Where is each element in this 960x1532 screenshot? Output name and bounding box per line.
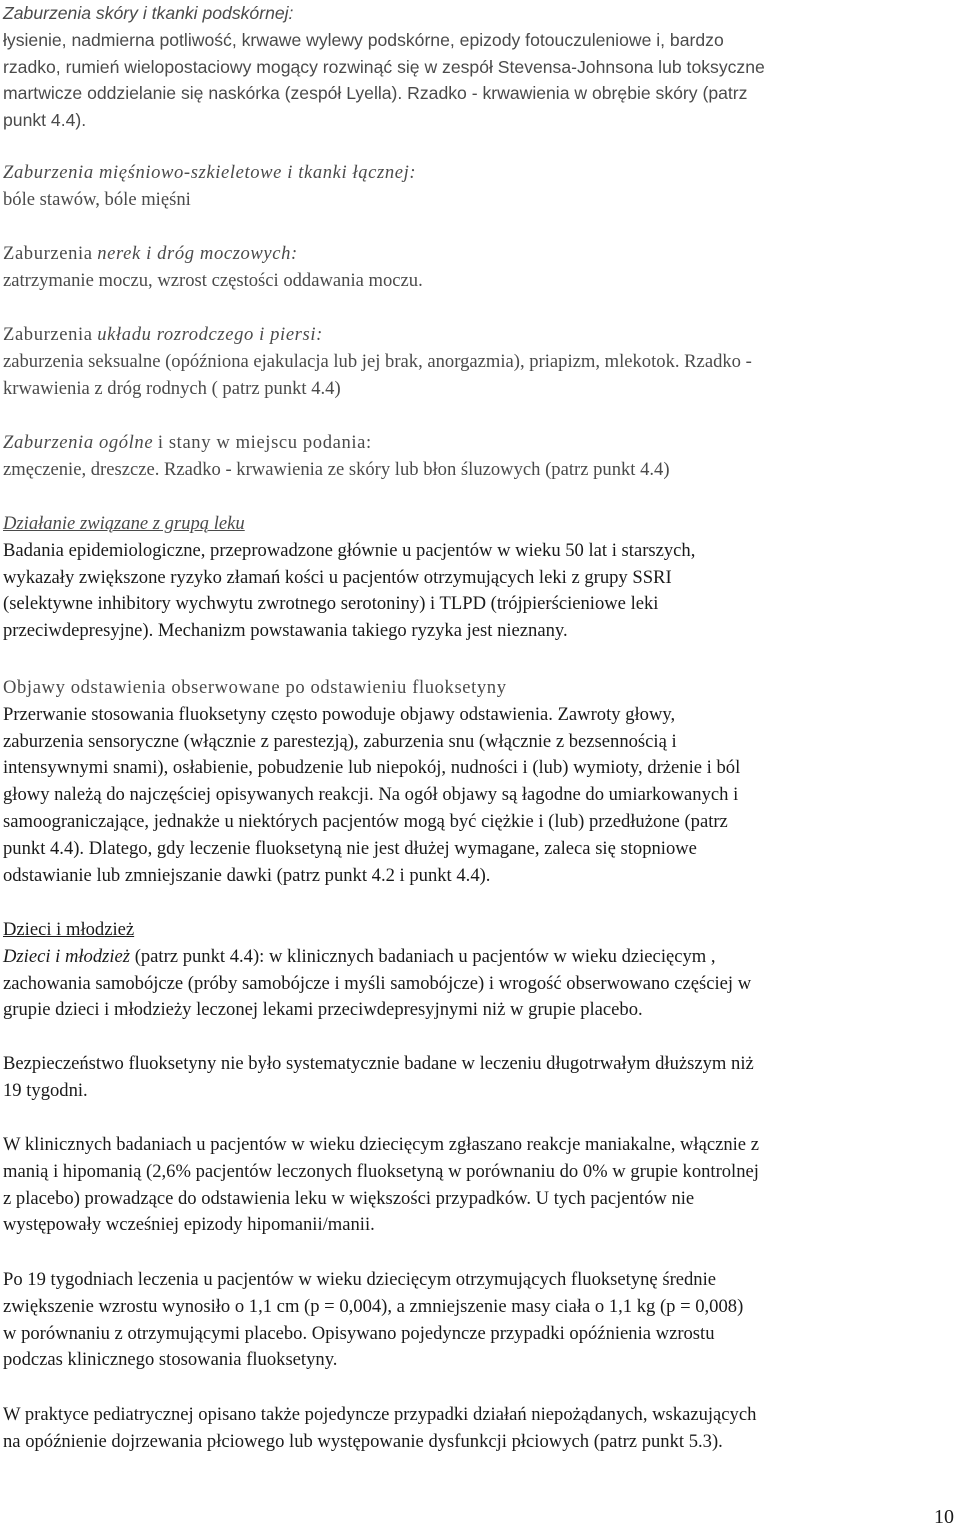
withdrawal-line: intensywnymi snami), osłabienie, pobudzenie lub niepokój, nudności i (lub) wymioty, drżenie i ból: [3, 757, 741, 779]
class-effect-line: wykazały zwiększone ryzyko złamań kości u pacjentów otrzymujących leki z grupy SSRI: [3, 566, 672, 588]
skin-section: [3, 0, 765, 134]
class-effect-line: (selektywne inhibitory wychwytu zwrotnego serotoniny) i TLPD (trójpierścieniowe leki: [3, 593, 659, 615]
mania-line: z placebo) prowadzące do odstawienia leku w większości przypadków. U tych pacjentów nie: [3, 1187, 695, 1209]
withdrawal-line: głowy należą do najczęściej opisywanych reakcji. Na ogół objawy są łagodne do umiarkowanych i: [3, 784, 739, 806]
reproductive-heading-a: Zaburzenia: [3, 324, 93, 345]
growth-line: Po 19 tygodniach leczenia u pacjentów w wieku dziecięcym otrzymujących fluoksetynę średnie: [3, 1269, 717, 1290]
growth-section: [3, 1267, 743, 1374]
reproductive-heading-b: układu rozrodczego i piersi:: [97, 324, 323, 345]
class-effect-line: Badania epidemiologiczne, przeprowadzone głównie u pacjentów w wieku 50 lat i starszych,: [3, 539, 696, 561]
withdrawal-line: odstawianie lub zmniejszanie dawki (patrz punkt 4.2 i punkt 4.4).: [3, 864, 491, 886]
pediatric-line: W praktyce pediatrycznej opisano także pojedyncze przypadki działań niepożądanych, wskazujących: [3, 1404, 757, 1425]
skin-line: punkt 4.4).: [3, 110, 87, 131]
withdrawal-section: [3, 675, 740, 889]
children-heading: Dzieci i młodzież: [3, 919, 135, 940]
skin-line: łysienie, nadmierna potliwość, krwawe wylewy podskórne, epizody fotouczuleniowe i, bardzo: [3, 29, 724, 50]
reproductive-line: zaburzenia seksualne (opóźniona ejakulacja lub jej brak, anorgazmia), priapizm, mlekotok. Rzadko -: [3, 350, 752, 372]
withdrawal-line: Przerwanie stosowania fluoksetyny często powoduje objawy odstawienia. Zawroty głowy,: [3, 703, 676, 725]
renal-heading-a: Zaburzenia: [3, 243, 93, 264]
mania-line: występowały wcześniej epizody hipomanii/manii.: [3, 1214, 375, 1236]
pediatric-section: [3, 1402, 756, 1456]
page-number: 10: [934, 1506, 954, 1528]
general-heading-a: Zaburzenia ogólne: [3, 432, 154, 453]
growth-line: podczas klinicznego stosowania fluoksetyny.: [3, 1349, 338, 1371]
musculo-line: bóle stawów, bóle mięśni: [3, 188, 191, 210]
growth-line: w porównaniu z otrzymującymi placebo. Opisywano pojedyncze przypadki opóźnienia wzrostu: [3, 1322, 715, 1344]
withdrawal-heading: Objawy odstawienia obserwowane po odstawieniu fluoksetyny: [3, 677, 507, 698]
withdrawal-line: zaburzenia sensoryczne (włącznie z parestezją), zaburzenia snu (włącznie z bezsennością i: [3, 730, 677, 752]
class-effect-line: przeciwdepresyjne). Mechanizm powstawania takiego ryzyka jest nieznany.: [3, 620, 568, 642]
children-lead: Dzieci i młodzież: [3, 945, 131, 967]
skin-line: martwicze oddzielanie się naskórka (zespół Lyella). Rzadko - krwawienia w obrębie skóry (patrz: [3, 83, 748, 104]
reproductive-section: [3, 322, 752, 402]
children-line: grupie dzieci i młodzieży leczonej lekami przeciwdepresyjnymi niż w grupie placebo.: [3, 999, 643, 1021]
renal-line: zatrzymanie moczu, wzrost częstości oddawania moczu.: [3, 269, 423, 291]
skin-line: rzadko, rumień wielopostaciowy mogący rozwinąć się w zespół Stevensa-Johnsona lub toksyczne: [3, 56, 765, 77]
children-line: zachowania samobójcze (próby samobójcze i myśli samobójcze) i wrogość obserwowano częściej w: [3, 972, 752, 994]
skin-heading: Zaburzenia skóry i tkanki podskórnej:: [3, 3, 294, 23]
withdrawal-line: punkt 4.4). Dlatego, gdy leczenie fluoksetyną nie jest dłużej wymagane, zaleca się stopniowe: [3, 837, 697, 859]
class-effect-heading: Działanie związane z grupą leku: [3, 513, 245, 534]
mania-line: W klinicznych badaniach u pacjentów w wieku dziecięcym zgłaszano reakcje maniakalne, włącznie z: [3, 1134, 759, 1155]
mania-line: manią i hipomanią (2,6% pacjentów leczonych fluoksetyną w porównaniu do 0% w grupie kontrolnej: [3, 1160, 759, 1182]
mania-section: [3, 1132, 759, 1239]
musculo-heading: Zaburzenia mięśniowo-szkieletowe i tkanki łącznej:: [3, 162, 417, 183]
renal-heading-b: nerek i dróg moczowych:: [97, 243, 298, 264]
general-line: zmęczenie, dreszcze. Rzadko - krwawienia ze skóry lub błon śluzowych (patrz punkt 4.4): [3, 458, 670, 480]
growth-line: zwiększenie wzrostu wynosiło o 1,1 cm (p = 0,004), a zmniejszenie masy ciała o 1,1 kg (p = 0,008): [3, 1295, 744, 1317]
safety-line: 19 tygodni.: [3, 1079, 88, 1101]
safety-line: Bezpieczeństwo fluoksetyny nie było systematycznie badane w leczeniu długotrwałym dłuższym niż: [3, 1053, 754, 1074]
reproductive-line: krwawienia z dróg rodnych ( patrz punkt 4.4): [3, 377, 341, 399]
general-section: [3, 430, 670, 484]
withdrawal-line: samoograniczające, jednakże u niektórych pacjentów mogą być ciężkie i (lub) przedłużone (patrz: [3, 810, 728, 832]
children-section: [3, 917, 751, 1024]
safety-section: [3, 1051, 754, 1105]
pediatric-line: na opóźnienie dojrzewania płciowego lub występowanie dysfunkcji płciowych (patrz punkt 5.3).: [3, 1430, 723, 1452]
children-line: (patrz punkt 4.4): w klinicznych badaniach u pacjentów w wieku dziecięcym ,: [130, 945, 716, 967]
musculo-section: [3, 160, 416, 214]
general-heading-b: i stany w miejscu podania:: [157, 432, 372, 453]
renal-section: [3, 241, 423, 295]
class-effect-section: [3, 511, 695, 645]
